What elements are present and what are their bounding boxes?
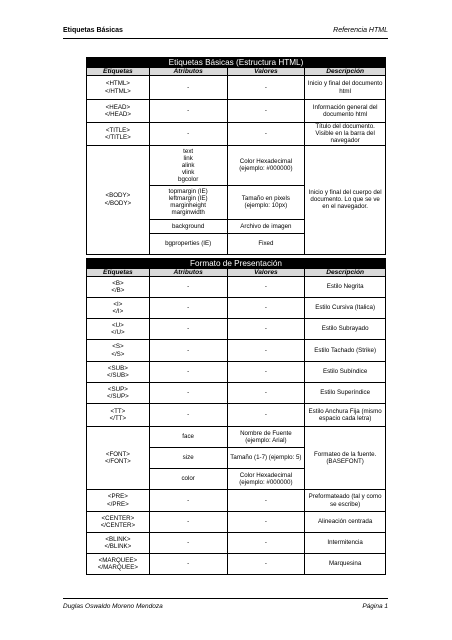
tag-open: <TITLE> <box>105 126 130 134</box>
attr-item: bgcolor <box>178 175 199 183</box>
table-row <box>87 123 386 146</box>
attr-item: marginwidth <box>171 209 205 217</box>
tag-open: <HEAD> <box>105 103 131 111</box>
table-row <box>87 404 386 427</box>
tag-close: </S> <box>111 350 125 358</box>
desc-cell: Estilo Cursiva (Italica) <box>305 298 386 319</box>
desc-cell: Preformateado (tal y como se escribe) <box>305 490 386 512</box>
desc-cell: Estilo Negrita <box>305 277 386 298</box>
value-cell: - <box>227 490 305 512</box>
attr-item: marginheight <box>170 202 207 210</box>
tag-close: </HEAD> <box>104 111 131 118</box>
tag-close: </CENTER> <box>100 522 136 529</box>
desc-cell: Estilo Tachado (Strike) <box>305 340 386 362</box>
value-cell: - <box>227 533 305 554</box>
tag-cell <box>87 490 150 512</box>
value-cell: - <box>227 362 305 383</box>
attr-item: vlink <box>181 168 195 176</box>
tag-close: </TT> <box>109 415 127 422</box>
table-row <box>87 298 386 319</box>
tag-open: <BLINK> <box>105 535 131 543</box>
table-row <box>87 340 386 362</box>
tag-close: </TITLE> <box>104 133 131 141</box>
attr-cell: color <box>149 469 227 490</box>
table-title: Formato de Presentación <box>87 259 386 269</box>
attr-item: topmargin (IE) <box>168 188 208 196</box>
header-title: Etiquetas Básicas <box>63 27 123 34</box>
table-row <box>87 145 386 185</box>
desc-cell: Título del documento. Visible en la barra del navegador <box>305 123 386 146</box>
desc-cell: Inicio y final del cuerpo del documento. Lo que se ve en el navegador. <box>305 145 386 254</box>
column-header: Descripción <box>305 269 386 277</box>
tag-close: </BLINK> <box>104 543 132 550</box>
attr-item: leftmargin (IE) <box>168 195 208 203</box>
page-footer <box>63 598 388 613</box>
tag-close: </U> <box>111 329 125 336</box>
value-cell: - <box>227 319 305 340</box>
attr-cell: - <box>149 277 227 298</box>
desc-cell: Información general del documento html <box>305 100 386 123</box>
table-estructura-html <box>86 57 386 255</box>
tag-close: </SUP> <box>107 393 129 400</box>
tag-cell <box>87 76 150 100</box>
attr-cell: - <box>149 76 227 100</box>
column-header: Valores <box>227 269 305 277</box>
table-row <box>87 362 386 383</box>
attr-cell: - <box>149 362 227 383</box>
tag-open: <CENTER> <box>101 514 135 522</box>
value-cell: Nombre de Fuente (ejemplo: Arial) <box>227 427 305 448</box>
column-header: Etiquetas <box>87 68 150 76</box>
value-cell: Tamaño (1-7) (ejemplo: 5) <box>227 448 305 469</box>
tag-open: <HTML> <box>105 80 130 88</box>
tag-open: <MARQUEE> <box>98 556 138 564</box>
tag-cell <box>87 319 150 340</box>
tag-close: </HTML> <box>104 87 131 95</box>
value-cell: - <box>227 277 305 298</box>
tag-open: <SUP> <box>107 385 128 393</box>
tag-cell <box>87 145 150 254</box>
desc-cell: Alineación centrada <box>305 512 386 533</box>
table-row <box>87 100 386 123</box>
table-row <box>87 490 386 512</box>
column-header: Etiquetas <box>87 269 150 277</box>
tag-open: <TT> <box>110 407 126 415</box>
attr-cell: - <box>149 554 227 575</box>
table-row <box>87 76 386 100</box>
value-cell: Color Hexadecimal (ejemplo: #000000) <box>227 469 305 490</box>
attr-cell: - <box>149 490 227 512</box>
column-header: Valores <box>227 68 305 76</box>
table-row <box>87 512 386 533</box>
attr-cell: - <box>149 512 227 533</box>
column-header: Atributos <box>149 269 227 277</box>
tag-cell <box>87 277 150 298</box>
tag-open: <BODY> <box>105 192 131 200</box>
attr-cell: - <box>149 404 227 427</box>
desc-cell: Estilo Subíndice <box>305 362 386 383</box>
attr-cell: - <box>149 123 227 146</box>
attr-cell <box>149 145 227 185</box>
value-cell: - <box>227 512 305 533</box>
tag-close: </BODY> <box>104 199 132 207</box>
tag-cell <box>87 123 150 146</box>
attr-cell: - <box>149 100 227 123</box>
footer-author: Duglas Oswaldo Moreno Mendoza <box>63 603 163 610</box>
desc-cell: Estilo Subrayado <box>305 319 386 340</box>
tag-close: </PRE> <box>107 500 129 508</box>
tag-close: </MARQUEE> <box>97 564 138 571</box>
page-header <box>63 27 388 39</box>
header-subtitle: Referencia HTML <box>333 27 388 34</box>
tag-cell <box>87 427 150 490</box>
tag-open: <FONT> <box>105 450 130 458</box>
attr-cell: - <box>149 319 227 340</box>
attr-item: link <box>183 154 193 162</box>
value-cell: Archivo de imagen <box>227 219 305 233</box>
footer-page-number: Página 1 <box>362 603 388 610</box>
tag-cell <box>87 512 150 533</box>
column-header: Atributos <box>149 68 227 76</box>
attr-cell: size <box>149 448 227 469</box>
tag-close: </I> <box>112 308 124 315</box>
table-row <box>87 533 386 554</box>
tag-cell <box>87 340 150 362</box>
attr-cell: - <box>149 533 227 554</box>
value-cell: - <box>227 383 305 404</box>
tag-open: <B> <box>112 279 124 287</box>
tag-cell <box>87 404 150 427</box>
attr-cell: - <box>149 340 227 362</box>
attr-cell <box>149 185 227 219</box>
value-cell: Fixed <box>227 233 305 254</box>
desc-cell: Marquesina <box>305 554 386 575</box>
column-header: Descripción <box>305 68 386 76</box>
attr-cell: - <box>149 383 227 404</box>
tag-close: </FONT> <box>104 458 131 465</box>
table-row <box>87 383 386 404</box>
tag-cell <box>87 362 150 383</box>
desc-cell: Inicio y final del documento html <box>305 76 386 100</box>
value-cell: - <box>227 340 305 362</box>
tag-open: <PRE> <box>107 493 128 501</box>
desc-cell: Intermitencia <box>305 533 386 554</box>
desc-cell: Estilo Anchura Fija (mismo espacio cada letra) <box>305 404 386 427</box>
table-title: Etiquetas Básicas (Estructura HTML) <box>87 58 386 68</box>
value-cell: - <box>227 554 305 575</box>
tag-open: <S> <box>112 343 124 351</box>
tag-cell <box>87 298 150 319</box>
value-cell: - <box>227 404 305 427</box>
tag-cell <box>87 100 150 123</box>
value-cell: - <box>227 123 305 146</box>
value-cell: Tamaño en pixels (ejemplo: 10px) <box>227 185 305 219</box>
attr-item: alink <box>181 161 195 169</box>
tag-open: <U> <box>112 321 124 329</box>
attr-item: text <box>183 147 194 155</box>
tag-close: </SUB> <box>107 372 129 379</box>
table-row <box>87 554 386 575</box>
table-row <box>87 277 386 298</box>
tag-cell <box>87 383 150 404</box>
table-row <box>87 427 386 448</box>
value-cell: - <box>227 298 305 319</box>
attr-cell: face <box>149 427 227 448</box>
tag-cell <box>87 533 150 554</box>
value-cell: Color Hexadecimal (ejemplo: #000000) <box>227 145 305 185</box>
value-cell: - <box>227 76 305 100</box>
attr-cell: - <box>149 298 227 319</box>
value-cell: - <box>227 100 305 123</box>
table-row <box>87 319 386 340</box>
tag-open: <SUB> <box>107 364 128 372</box>
attr-cell: background <box>149 219 227 233</box>
table-formato-presentacion <box>86 258 386 575</box>
desc-cell: Estilo Superíndice <box>305 383 386 404</box>
desc-cell: Formateo de la fuente. (BASEFONT) <box>305 427 386 490</box>
tag-cell <box>87 554 150 575</box>
tag-open: <I> <box>113 300 123 308</box>
attr-cell: bgproperties (IE) <box>149 233 227 254</box>
tag-close: </B> <box>111 287 125 294</box>
